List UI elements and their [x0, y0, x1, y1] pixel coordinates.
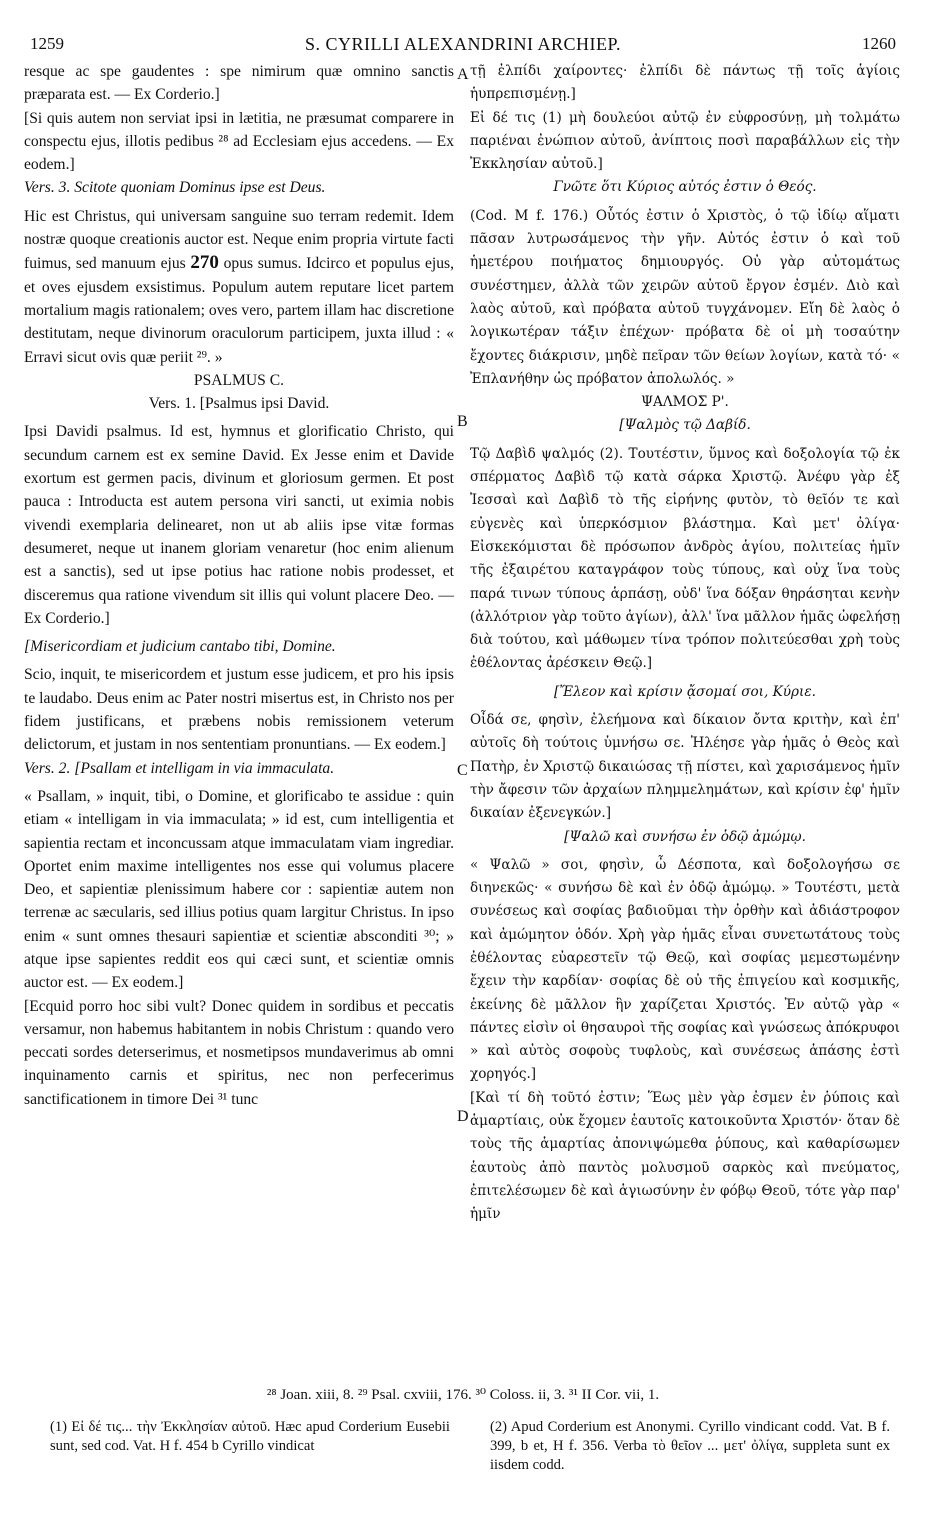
- margin-marker-b: B: [457, 413, 468, 430]
- latin-paragraph: [Si quis autem non serviat ipsi in lætitia, ne præsumat comparere in conspectu ejus, illotis pedibus ²⁸ ad Ecclesiam ejus accedens. — Ex eodem.]: [24, 109, 454, 174]
- greek-paragraph: Εἰ δέ τις (1) μὴ δουλεύοι αὐτῷ ἐν εὐφροσύνῃ, μὴ τολμάτω παριέναι ἐνώπιον αὐτοῦ, ἀνίπτοις ποσὶ παραβάλλων εἰς τὴν Ἐκκλησίαν αὐτοῦ.]: [470, 109, 900, 173]
- lemma: [Ἔλεον καὶ κρίσιν ᾄσομαί σοι, Κύριε.: [554, 683, 816, 700]
- latin-paragraph: [Ecquid porro hoc sibi vult? Donec quidem in sordibus et peccatis versamur, non habemus habitantem in nobis Christum : quando vero peccati sordes deterserimus, et nosmetipsos mundaverimus ab omni inquinamento carnis et spiritus, nec non perfecerimus sanctificationem in timore Dei ³¹ tunc: [24, 997, 454, 1108]
- greek-paragraph: Οἶδά σε, φησὶν, ἐλεήμονα καὶ δίκαιον ὄντα κριτὴν, καὶ ἐπ' αὐτοῖς δὴ τούτοις ὑμνήσω σε. Ἠλέησε γὰρ ἡμᾶς ὁ Θεὸς καὶ Πατὴρ, ἐν Χριστῷ δικαιώσας τῇ πίστει, καὶ χαρισάμενος ἡμῖν τὴν ἄφεσιν τῶν ἀρχαίων πλημμελημάτων, καὶ κρίσιν ἐφ' ἡμῖν δικαίαν ἐξενεγκών.]: [470, 712, 900, 822]
- margin-marker-c: C: [457, 762, 468, 779]
- psalm-title: ΨΑΛΜΟΣ Ρ'.: [641, 394, 729, 411]
- lemma: [Misericordiam et judicium cantabo tibi, Domine.: [24, 638, 336, 656]
- column-number: 270: [190, 252, 219, 274]
- greek-paragraph: « Ψαλῶ » σοι, φησὶν, ὦ Δέσποτα, καὶ δοξολογήσω σε διηνεκῶς· « συνήσω δὲ καὶ ἐν ὁδῷ ἀμώμῳ. » Τουτέστι, μετὰ συνέσεως καὶ σοφίας βαδιοῦμαι τὴν ὀρθὴν καὶ ἀδιάστροφον καὶ ἀμώμητον ὁδόν. Χρὴ γὰρ ἡμᾶς εἶναι συνετωτάτους τοὺς ἐθέλοντας εὐαρεστεῖν τῷ Θεῷ, καὶ σοφίας μεμεστωμένην ἔχειν τὴν καρδίαν· σοφίας δὲ οὐ τῆς ἐπιγείου καὶ κοσμικῆς, ἐκείνης δὲ μᾶλλον ἣν χαρίζεται Χριστός. Ἐν αὐτῷ γὰρ « πάντες εἰσὶν οἱ θησαυροὶ τῆς σοφίας καὶ γνώσεως ἀπόκρυφοι » καὶ αὐτὸς σοφοὺς τυφλοὺς, καὶ συνέσεως ἁπάσης ἐστὶ χορηγός.]: [470, 856, 900, 1083]
- lemma: [Ψαλῶ καὶ συνήσω ἐν ὁδῷ ἀμώμῳ.: [564, 828, 806, 845]
- lemma: [Ψαλμὸς τῷ Δαβίδ.: [619, 417, 751, 434]
- footnote-right: (2) Apud Corderium est Anonymi. Cyrillo vindicant codd. Vat. B f. 399, b et, H f. 356. Verba τὸ θεῖον ... μετ' ὀλίγα, suppleta sunt ex iisdem codd.: [490, 1419, 890, 1473]
- verse-heading: Vers. 3. Scitote quoniam Dominus ipse est Deus.: [24, 179, 326, 197]
- lemma: Γνῶτε ὅτι Κύριος αὐτός ἐστιν ὁ Θεός.: [553, 179, 817, 196]
- greek-column: [470, 60, 900, 1227]
- greek-paragraph: Τῷ Δαβὶδ ψαλμός (2). Τουτέστιν, ὕμνος καὶ δοξολογία τῷ ἐκ σπέρματος Δαβὶδ τῷ κατὰ σάρκα Χριστῷ. Ἀνέφυ γὰρ ἐξ Ἰεσσαὶ καὶ Δαβὶδ τὸ τῆς εἰρήνης φυτὸν, τὸ θεῖόν τε καὶ εὐγενὲς καὶ ὑπερκόσμιον βλάστημα. Καὶ μετ' ὀλίγα· Εἰσκεκόμισται δὲ πρόσωπον ἀνδρὸς ἁγίου, πολιτείας ἡμῖν τῆς ἐξαιρέτου καταγράφον τοὺς τύπους, καὶ οὐχ ἵνα τοὺς παρά τινων τύπους ἁρπάσῃ, οὐδ' ἵνα δόξαν θηράσηται κενὴν (ἀλλότριον γὰρ τοῦτο ἁγίων), ἀλλ' ἵνα μᾶλλον ἡμᾶς ὠφελήσῃ διὰ τούτου, καὶ μάθωμεν τίνα τρόπον πολιτεύεσθαι χρὴ τοὺς ἐθέλοντας ἀρέσκειν Θεῷ.]: [470, 445, 900, 672]
- verse-heading: Vers. 2. [Psallam et intelligam in via immaculata.: [24, 759, 335, 777]
- margin-marker-d: D: [457, 1108, 469, 1125]
- page-number-left: 1259: [30, 34, 64, 53]
- greek-paragraph: τῇ ἐλπίδι χαίροντες· ἐλπίδι δὲ πάντως τῇ τοῖς ἁγίοις ἡυπρεπισμένῃ.]: [470, 63, 900, 103]
- latin-paragraph: Ipsi Davidi psalmus. Id est, hymnus et glorificatio Christo, qui secundum carnem est ex semine David. Ex Jesse enim et Davide exortum est germen pacis, divinum et gloriosum germen. Et post pauca : Introducta est autem persona viri sancti, ut eximia nobis vivendi exemplaria delinearet, non ut ab aliis ipse vitæ formas desumeret, neque ut inanem gloriam venaretur (hoc enim alienum est a sanctis), sed ut ipse potius hac ratione nobis prodesset, et disceremus qua ratione vivendum sit illis qui volunt placere Deo. — Ex Corderio.]: [24, 423, 454, 627]
- footnote-references: ²⁸ Joan. xiii, 8. ²⁹ Psal. cxviii, 176. ³⁰ Coloss. ii, 3. ³¹ II Cor. vii, 1.: [266, 1387, 660, 1403]
- greek-paragraph: (Cod. M f. 176.) Οὗτός ἐστιν ὁ Χριστὸς, ὁ τῷ ἰδίῳ αἵματι πᾶσαν λυτρωσάμενος τὴν γῆν. Αὐτός ἐστιν ὁ καὶ τοῦ ἡμετέρου ποιήματος δημιουργός. Οὐ γὰρ αὐτομάτως συνέστημεν, ἀλλὰ τῶν χειρῶν αὐτοῦ ἔργον ἐσμέν. Διὸ καὶ λαὸς αὐτοῦ, καὶ πρόβατα αὐτοῦ τυγχάνομεν. Εἴη δὲ λαὸς ὁ λογικωτέραν τάξιν ἐπέχων· πρόβατα δὲ οἱ μὴ τοσαύτην ἔχοντες διάκρισιν, μηδὲ πεῖραν τῶν θείων λογίων, κατὰ τό· « Ἐπλανήθην ὡς πρόβατον ἀπολωλός. »: [470, 207, 900, 387]
- running-title: S. CYRILLI ALEXANDRINI ARCHIEP.: [304, 34, 621, 54]
- latin-paragraph: « Psallam, » inquit, tibi, o Domine, et glorificabo te assidue : quin etiam « intelligam in via immaculata; » id est, cum intelligentia et sapientia rectam et inconcussam atque immaculatam viam ingrediar. Oportet enim maxime intelligentes nos esse qui volumus placere Deo, et sapientiæ plenissimum habere cor : sapientiæ autem non terrenæ ac sæcularis, sed illius potius quam largitur Christus. In ipso enim « sunt omnes thesauri sapientiæ et scientiæ absconditi ³⁰; » atque ipse sapientes reddit eos qui cæci sunt, et scientiæ omnis auctor est. — Ex eodem.]: [24, 787, 454, 992]
- latin-paragraph: Hic est Christus, qui universam sanguine suo terram redemit. Idem nostræ quoque creationis auctor est. Neque enim propria virtute facti fuimus, sed manuum ejus 270 opus sumus. Idcirco et populus ejus, et oves ejusdem exsistimus. Populum autem reputare licet partem mortalium magis rationalem; oves vero, partem illam hac discretione destitutam, neque divinorum oraculorum participem, juxta illud : « Erravi sicut ovis quæ periit ²⁹. »: [24, 207, 454, 366]
- latin-paragraph: resque ac spe gaudentes : spe nimirum quæ omnino sanctis præparata est. — Ex Corderio.]: [24, 63, 454, 104]
- latin-paragraph: Scio, inquit, te misericordem et justum esse judicem, et pro his ipsis te laudabo. Deus enim ac Pater nostri misertus est, in Christo nos per fidem justificans, et præbens nobis remissionem veterum delictorum, et justam in nos sententiam pronuntians. — Ex eodem.]: [24, 666, 454, 754]
- page-number-right: 1260: [862, 34, 896, 53]
- psalm-title: PSALMUS C.: [193, 371, 285, 389]
- margin-marker-a: A: [457, 66, 469, 83]
- greek-paragraph: [Καὶ τί δὴ τοῦτό ἐστιν; Ἕως μὲν γὰρ ἐσμεν ἐν ῥύποις καὶ ἁμαρτίαις, οὐκ ἔχομεν ἑαυτοῖς κατοικοῦντα Χριστόν· ὅταν δὲ τοὺς τῆς ἁμαρτίας ἀπονιψώμεθα ῥύπους, καὶ καθαρίσωμεν ἑαυτοὺς ἀπὸ παντὸς μολυσμοῦ σαρκὸς καὶ πνεύματος, ἐπιτελέσωμεν δὲ καὶ ἁγιωσύνην ἐν φόβῳ Θεοῦ, τότε γὰρ παρ' ἡμῖν: [470, 1089, 900, 1223]
- footnote-left: (1) Εἰ δέ τις... τὴν Ἐκκλησίαν αὐτοῦ. Hæc apud Corderium Eusebii sunt, sed cod. Vat. H f. 454 b Cyrillo vindicat: [50, 1419, 450, 1454]
- latin-column: [24, 60, 454, 1111]
- page-header: [30, 34, 896, 58]
- verse-heading: Vers. 1. [Psalmus ipsi David.: [148, 395, 330, 413]
